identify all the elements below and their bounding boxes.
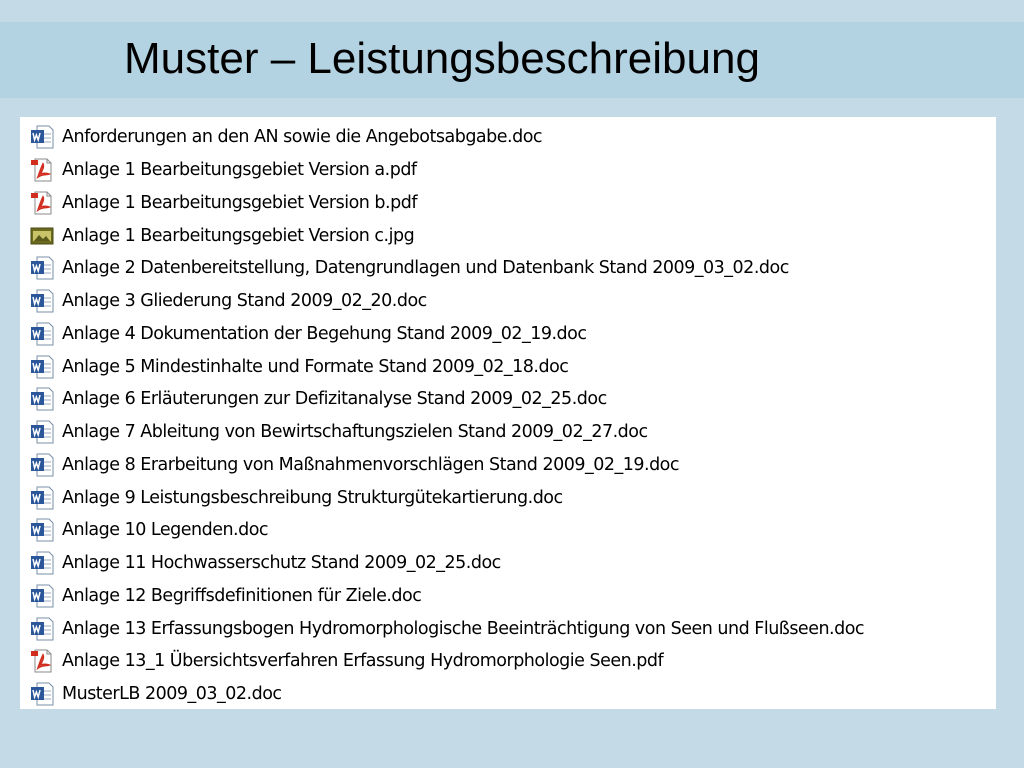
file-list [20, 117, 996, 711]
word-doc-icon [28, 616, 56, 642]
file-name: Anlage 1 Bearbeitungsgebiet Version a.pdf [62, 160, 417, 181]
file-name: Anlage 4 Dokumentation der Begehung Stand 2009_02_19.doc [62, 323, 587, 344]
word-doc-icon [28, 419, 56, 445]
file-name: Anlage 5 Mindestinhalte und Formate Stand 2009_02_18.doc [62, 356, 569, 377]
word-doc-icon [28, 550, 56, 576]
file-name: Anlage 1 Bearbeitungsgebiet Version b.pdf [62, 192, 417, 213]
word-doc-icon [28, 354, 56, 380]
file-list-item[interactable] [28, 612, 996, 645]
file-list-item[interactable] [28, 678, 996, 711]
file-name: Anlage 1 Bearbeitungsgebiet Version c.jpg [62, 225, 415, 246]
file-name: Anlage 9 Leistungsbeschreibung Strukturgütekartierung.doc [62, 487, 563, 508]
pdf-icon [28, 157, 56, 183]
word-doc-icon [28, 124, 56, 150]
word-doc-icon [28, 288, 56, 314]
file-name: Anlage 12 Begriffsdefinitionen für Ziele.doc [62, 585, 422, 606]
file-name: MusterLB 2009_03_02.doc [62, 684, 282, 705]
word-doc-icon [28, 386, 56, 412]
file-list-item[interactable] [28, 383, 996, 416]
word-doc-icon [28, 517, 56, 543]
word-doc-icon [28, 583, 56, 609]
file-list-item[interactable] [28, 350, 996, 383]
file-list-item[interactable] [28, 219, 996, 252]
pdf-icon [28, 648, 56, 674]
file-name: Anlage 11 Hochwasserschutz Stand 2009_02_25.doc [62, 553, 501, 574]
file-name: Anlage 2 Datenbereitstellung, Datengrundlagen und Datenbank Stand 2009_03_02.doc [62, 258, 789, 279]
word-doc-icon [28, 485, 56, 511]
file-name: Anforderungen an den AN sowie die Angebotsabgabe.doc [62, 127, 543, 148]
file-name: Anlage 13 Erfassungsbogen Hydromorphologische Beeinträchtigung von Seen und Flußseen.doc [62, 618, 865, 639]
file-list-item[interactable] [28, 154, 996, 187]
word-doc-icon [28, 321, 56, 347]
word-doc-icon [28, 255, 56, 281]
file-list-item[interactable] [28, 318, 996, 351]
file-name: Anlage 10 Legenden.doc [62, 520, 269, 541]
file-list-panel [20, 117, 996, 709]
file-name: Anlage 6 Erläuterungen zur Defizitanalyse Stand 2009_02_25.doc [62, 389, 607, 410]
file-list-item[interactable] [28, 514, 996, 547]
file-name: Anlage 7 Ableitung von Bewirtschaftungszielen Stand 2009_02_27.doc [62, 422, 648, 443]
slide-title: Muster – Leistungsbeschreibung [124, 34, 760, 83]
file-list-item[interactable] [28, 481, 996, 514]
file-list-item[interactable] [28, 547, 996, 580]
file-list-item[interactable] [28, 416, 996, 449]
word-doc-icon [28, 681, 56, 707]
file-list-item[interactable] [28, 645, 996, 678]
word-doc-icon [28, 452, 56, 478]
file-list-item[interactable] [28, 187, 996, 220]
file-name: Anlage 8 Erarbeitung von Maßnahmenvorschlägen Stand 2009_02_19.doc [62, 454, 680, 475]
file-name: Anlage 3 Gliederung Stand 2009_02_20.doc [62, 291, 427, 312]
jpg-image-icon [28, 223, 56, 249]
file-list-item[interactable] [28, 580, 996, 613]
file-list-item[interactable] [28, 285, 996, 318]
file-list-item[interactable] [28, 121, 996, 154]
file-list-item[interactable] [28, 449, 996, 482]
pdf-icon [28, 190, 56, 216]
file-name: Anlage 13_1 Übersichtsverfahren Erfassung Hydromorphologie Seen.pdf [62, 651, 664, 672]
file-list-item[interactable] [28, 252, 996, 285]
